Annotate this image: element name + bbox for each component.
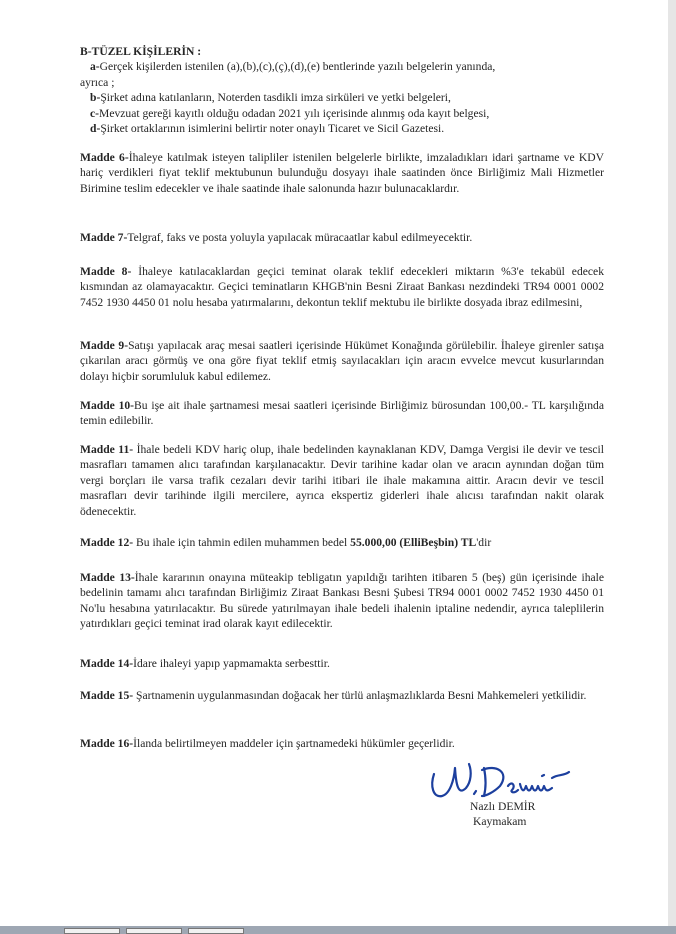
taskbar-button-1[interactable] xyxy=(64,928,120,934)
article-10: Madde 10-Bu işe ait ihale şartnamesi mesai saatleri içerisinde Birliğimiz bürosundan 100,00.- TL karşılığında temin edilebilir. xyxy=(80,399,604,428)
section-b-title: B-TÜZEL KİŞİLERİN : xyxy=(80,45,202,58)
article-6: Madde 6-İhaleye katılmak isteyen talipliler istenilen belgelerle birlikte, imzaladıkları idari şartname ve KDV hariç verdikleri fiyat teklif mektubunun bulunduğu dosyayı ihale saatinden önce Birliğimiz Mali Hizmetler Birimine teslim edecekler ve ihale saatinde ihale salonunda hazır bulunacaklardır. xyxy=(80,151,605,195)
article-15: Madde 15- Şartnamenin uygulanmasından doğacak her türlü anlaşmazlıklarda Besni Mahkemeleri yetkilidir. xyxy=(80,689,587,702)
item-b: b-Şirket adına katılanların, Noterden tasdikli imza sirküleri ve yetki belgeleri, xyxy=(90,91,451,105)
article-8: Madde 8- İhaleye katılacaklardan geçici teminat olarak teklif edecekleri miktarın %3'e tekabül edecek kısmından az olamayacaktır. Geçici teminatların KHGB'nin Besni Ziraat Bankası nezdindeki TR94 0001 0002 7452 1930 4450 01 nolu hesaba yatırmalarını, dekontun teklif mektubu ile birlikte dosyada ibraz edilmesini, xyxy=(80,265,604,309)
article-13: Madde 13-İhale kararının onayına müteakip tebligatın yapıldığı tarihten itibaren 5 (beş) gün içerisinde ihale bedelinin tamamı alıcı tarafından Birliğimiz Ziraat Bankası Besni Şubesi TR94 0001 0002 7452 1930 4450 01 No'lu hesabına yatırılacaktır. Bu sürede yatırılmayan ihale bedeli ihalenin iptaline nedendir, ayrıca taleplilerin yatırdıkları geçici teminat irad olarak kayıt edilecektir. xyxy=(80,571,604,631)
article-9: Madde 9-Satışı yapılacak araç mesai saatleri içerisinde Hükümet Konağında görülebilir. İhaleye girenler satışa çıkarılan aracı görmüş ve ona göre fiyat teklif etmiş sayılacakları için aracın evvelce mevcut kusurlarından dolayı hiçbir sorumluluk kabul edilemez. xyxy=(80,339,604,383)
article-16: Madde 16-İlanda belirtilmeyen maddeler için şartnamedeki hükümler geçerlidir. xyxy=(80,737,455,750)
item-d: d-Şirket ortaklarının isimlerini belirtir noter onaylı Ticaret ve Sicil Gazetesi. xyxy=(90,122,445,136)
item-a-continuation: ayrıca ; xyxy=(80,75,115,89)
article-7: Madde 7-Telgraf, faks ve posta yoluyla yapılacak müracaatlar kabul edilmeyecektir. xyxy=(80,231,473,244)
article-11: Madde 11- İhale bedeli KDV hariç olup, ihale bedelinden kaynaklanan KDV, Damga Vergisi ile devir ve tescil masrafları tamamen alıcı tarafından karşılanacaktır. Devir tarihine kadar olan ve aracın aynından doğan tüm vergi borçları ile varsa trafik cezaları devir tarihi itibari ile ihale makamına aittir. Aracın devir ve tescil masrafları devir tarihinde ilgili mercilere, ayrıca ekspertiz giderleri ihale alıcısı tarafından nakit olarak ödenecektir. xyxy=(80,443,604,518)
taskbar-button-2[interactable] xyxy=(126,928,182,934)
article-14: Madde 14-İdare ihaleyi yapıp yapmamakta serbesttir. xyxy=(80,657,330,670)
estimated-price: 55.000,00 (ElliBeşbin) TL xyxy=(350,536,477,549)
taskbar-button-3[interactable] xyxy=(188,928,244,934)
viewer-edge xyxy=(668,0,676,934)
article-12: Madde 12- Bu ihale için tahmin edilen muhammen bedel 55.000,00 (ElliBeşbin) TL'dir xyxy=(80,536,492,549)
item-a: a-Gerçek kişilerden istenilen (a),(b),(c),(ç),(d),(e) bentlerinde yazılı belgelerin yanında, xyxy=(90,60,496,74)
section-b xyxy=(80,44,604,136)
signatory-title: Kaymakam xyxy=(473,815,527,828)
signatory-name: Nazlı DEMİR xyxy=(470,800,536,813)
item-c: c-Mevzuat gereği kayıtlı olduğu odadan 2021 yılı içerisinde alınmış oda kayıt belgesi, xyxy=(90,106,490,120)
